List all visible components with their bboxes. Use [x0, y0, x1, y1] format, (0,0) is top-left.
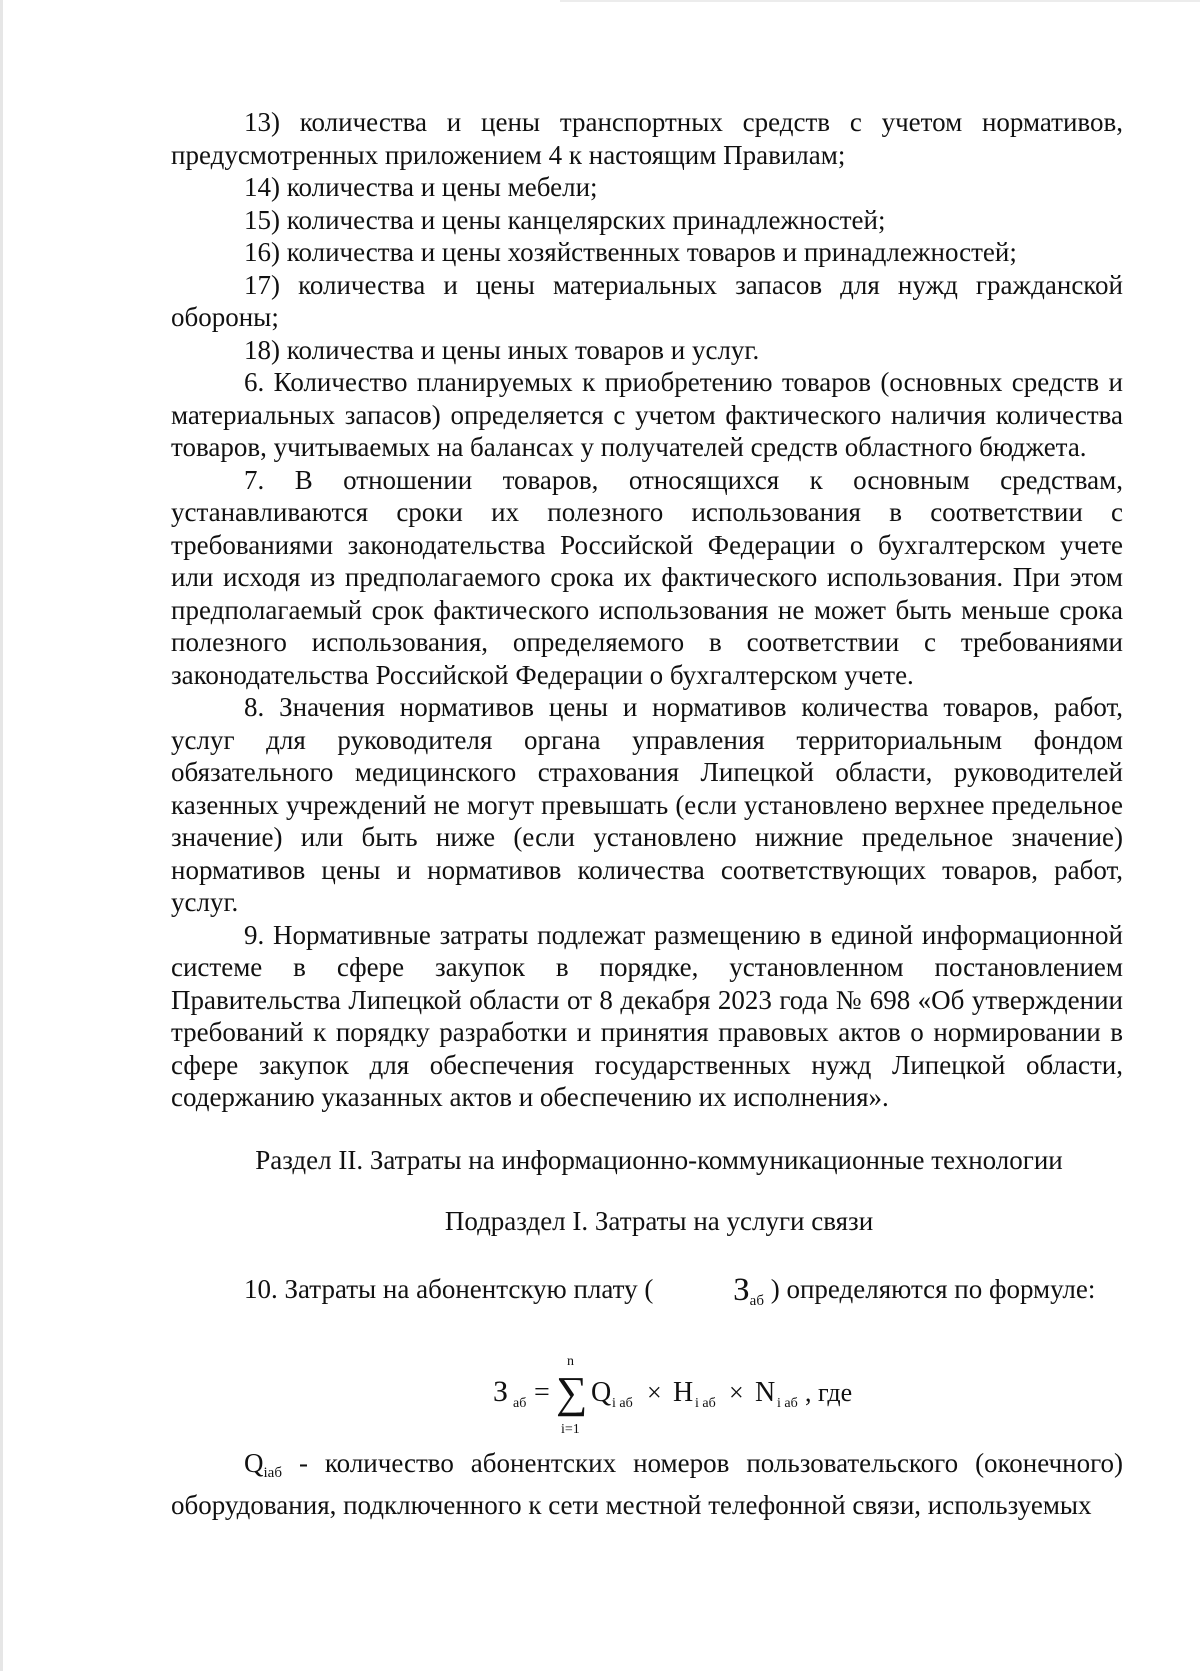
- document-body: [171, 106, 1123, 1522]
- formula-q: Q: [591, 1376, 612, 1408]
- definition-subscript: iаб: [263, 1464, 282, 1481]
- definition-paragraph: [171, 1447, 1123, 1522]
- formula-h-sub: i аб: [695, 1395, 716, 1411]
- paragraph-10-lead: 10. Затраты на абонентскую плату (: [244, 1273, 654, 1304]
- formula-n-sub: i аб: [777, 1395, 798, 1411]
- paragraph-16: 16) количества и цены хозяйственных товаров и принадлежностей;: [244, 237, 1017, 267]
- formula-h: H: [673, 1376, 694, 1408]
- cost-formula: [171, 1343, 1123, 1439]
- formula-sigma-lower: i=1: [561, 1421, 580, 1437]
- paragraph-14: 14) количества и цены мебели;: [244, 172, 598, 202]
- formula-lhs: З: [493, 1374, 509, 1408]
- paragraph-9: 9. Нормативные затраты подлежат размещению в единой информационной системе в сфере закупок в порядке, установленном постановлением Правительства Липецкой области от 8 декабря 2023 года № 698 «Об утверждении требований к порядку разработки и принятия правовых актов о нормировании в сфере закупок для обеспечения государственных нужд Липецкой области, содержанию указанных актов и обеспечению их исполнения».: [171, 919, 1123, 1112]
- formula-times-1: ×: [647, 1377, 662, 1407]
- definition-symbol: Q: [244, 1447, 264, 1478]
- formula-sigma-upper: n: [567, 1353, 574, 1369]
- paragraph-6: 6. Количество планируемых к приобретению товаров (основных средств и материальных запасов) определяется с учетом фактического наличия количества товаров, учитываемых на балансах у получателей средств областного бюджета.: [171, 367, 1123, 462]
- scan-edge-left: [0, 0, 3, 1671]
- subsection-heading: Подраздел I. Затраты на услуги связи: [444, 1206, 874, 1236]
- formula-times-2: ×: [729, 1377, 744, 1407]
- cost-symbol-letter: З: [733, 1271, 750, 1308]
- paragraph-10: [171, 1273, 1123, 1311]
- paragraph-17: 17) количества и цены материальных запасов для нужд гражданской обороны;: [171, 269, 1123, 332]
- formula-q-sub: i аб: [612, 1395, 633, 1411]
- scan-edge-top: [560, 0, 1200, 2]
- formula-svg: [171, 1343, 1123, 1439]
- definition-text: - количество абонентских номеров пользовательского (оконечного) оборудования, подключенного к сети местной телефонной связи, используемых: [171, 1447, 1123, 1520]
- paragraph-7: 7. В отношении товаров, относящихся к основным средствам, устанавливаются сроки их полезного использования в соответствии с требованиями законодательства Российской Федерации о бухгалтерском учете или исходя из предполагаемого срока их фактического использования. При этом предполагаемый срок фактического использования не может быть меньше срока полезного использования, определяемого в соответствии с требованиями законодательства Российской Федерации о бухгалтерском учете.: [171, 464, 1123, 690]
- formula-equals: =: [534, 1376, 550, 1408]
- formula-n: N: [755, 1376, 776, 1408]
- formula-tail: , где: [805, 1377, 853, 1407]
- formula-lhs-sub: аб: [513, 1395, 527, 1411]
- paragraph-13: 13) количества и цены транспортных средств с учетом нормативов, предусмотренных приложением 4 к настоящим Правилам;: [171, 107, 1123, 170]
- section-heading: Раздел II. Затраты на информационно-коммуникационные технологии: [255, 1144, 1063, 1175]
- paragraph-8: 8. Значения нормативов цены и нормативов количества товаров, работ, услуг для руководителя органа управления территориальным фондом обязательного медицинского страхования Липецкой области, руководителей казенных учреждений не могут превышать (если установлено верхнее предельное значение) или быть ниже (если установлено нижние предельное значение) нормативов цены и нормативов количества соответствующих товаров, работ, услуг.: [171, 692, 1123, 917]
- paragraph-18: 18) количества и цены иных товаров и услуг.: [244, 334, 760, 365]
- paragraph-10-tail: ) определяются по формуле:: [770, 1273, 1096, 1304]
- cost-symbol-subscript: аб: [749, 1292, 764, 1309]
- formula-sigma: ∑: [556, 1367, 588, 1417]
- cost-symbol: [660, 1271, 764, 1311]
- paragraph-15: 15) количества и цены канцелярских принадлежностей;: [244, 204, 886, 235]
